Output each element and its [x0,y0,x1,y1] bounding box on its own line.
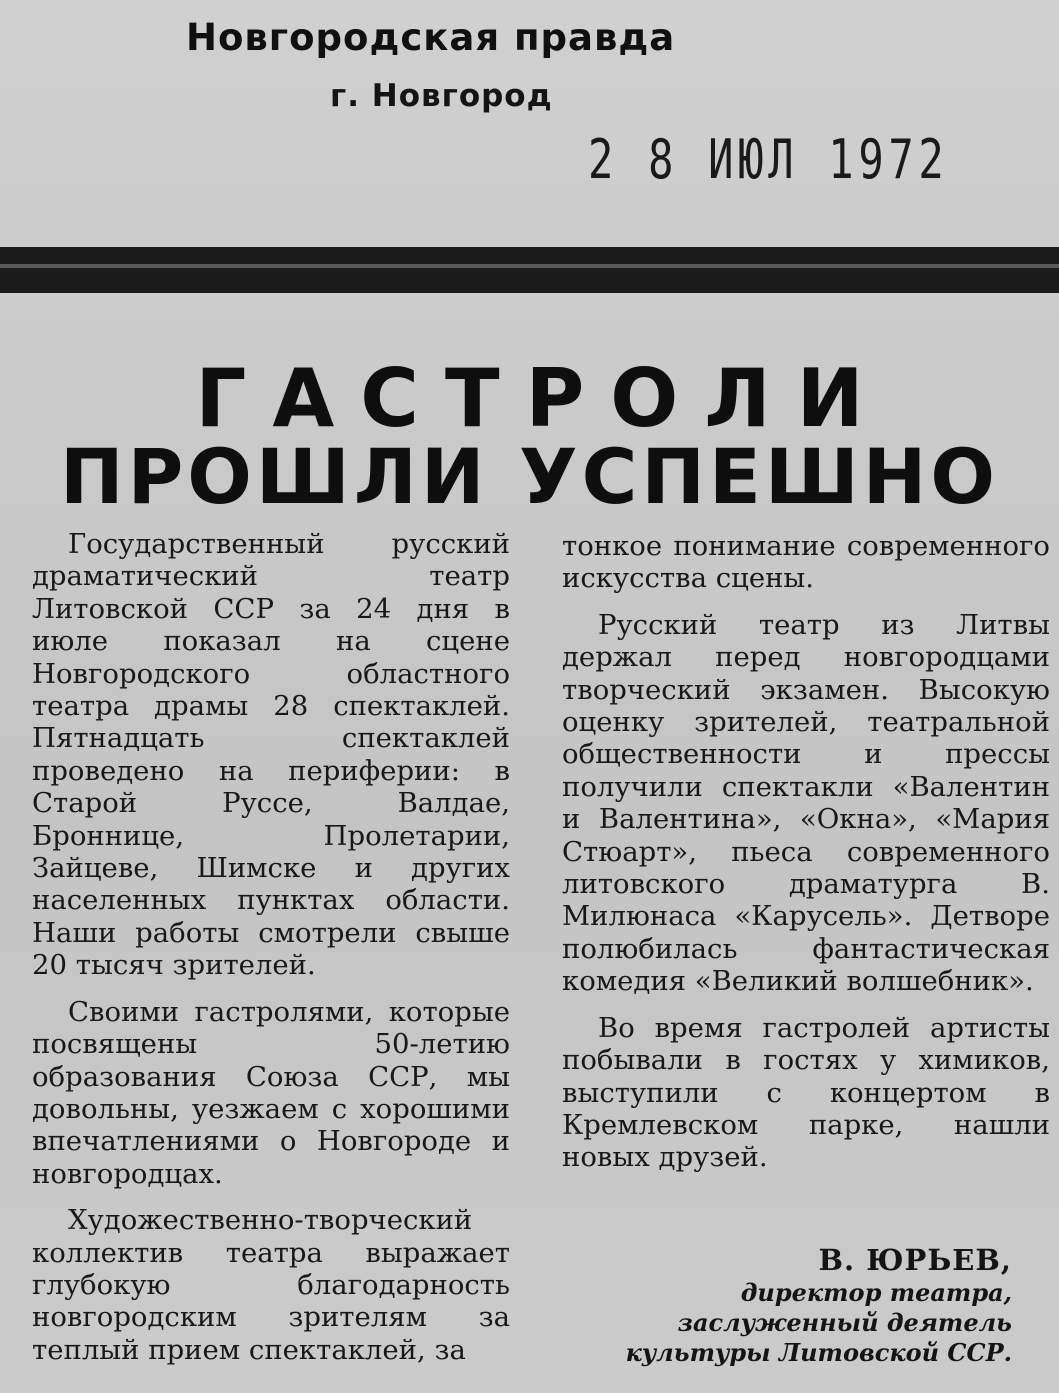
heading-rule [0,247,1059,293]
author-title-line: заслуженный деятель [677,1308,1012,1337]
author-title-line: культуры Литовской ССР. [625,1338,1012,1367]
headline-line-2: ПРОШЛИ УСПЕШНО [60,432,999,521]
article-column-right [562,530,1050,1188]
paragraph: Русский театр из Литвы держал перед новгородцами творческий экзамен. Высокую оценку зрителей, театральной общественности и прессы получили спектакли «Валентин и Валентина», «Окна», «Мария Стюарт», пьеса современного литовского драматурга В. Милюнаса «Карусель». Детворе полюбилась фантастическая комедия «Великий волшебник». [562,608,1050,998]
author-title-line: директор театра, [740,1278,1012,1307]
author-signature [600,1242,1012,1368]
newspaper-name: Новгородская правда [186,16,676,59]
author-name: В. ЮРЬЕВ, [818,1243,1012,1277]
paragraph: Своими гастролями, которые посвящены 50-летию образования Союза ССР, мы довольны, уезжаем с хорошими впечатлениями о Новгороде и новгородцах. [32,995,510,1190]
paragraph: тонкое понимание современного искусства сцены. [562,530,1050,595]
paragraph: Художественно-творческий коллектив театра выражает глубокую благодарность новгородским зрителям за теплый прием спектаклей, за [32,1204,510,1366]
article-column-left [32,528,510,1380]
date-stamp: 2 8 ИЮЛ 1972 [588,128,949,191]
headline-line-1: ГАСТРОЛИ [195,352,890,445]
newspaper-city: г. Новгород [330,78,553,114]
paragraph: Во время гастролей артисты побывали в гостях у химиков, выступили с концертом в Кремлевском парке, нашли новых друзей. [562,1011,1050,1174]
paragraph: Государственный русский драматический театр Литовской ССР за 24 дня в июле показал на сцене Новгородского областного театра драмы 28 спектаклей. Пятнадцать спектаклей проведено на периферии: в Старой Руссе, Валдае, Броннице, Пролетарии, Зайцеве, Шимске и других населенных пунктах области. Наши работы смотрели свыше 20 тысяч зрителей. [32,528,510,982]
